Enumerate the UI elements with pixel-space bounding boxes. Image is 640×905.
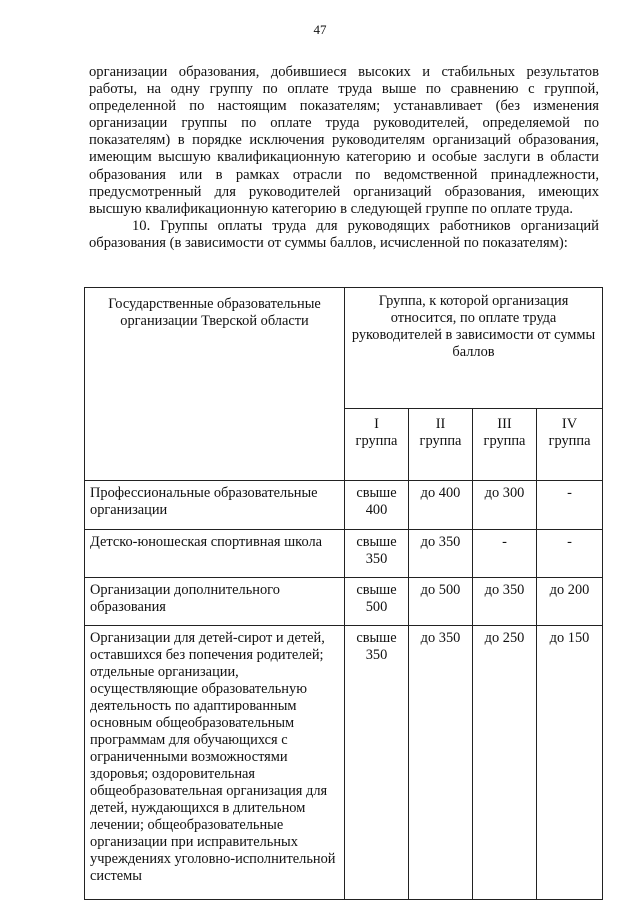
row-4-group-4: до 150 <box>537 626 603 900</box>
header-group: Группа, к которой организация относится, по оплате труда руководителей в зависимости от суммы баллов <box>345 288 603 409</box>
pay-groups-table <box>84 287 603 900</box>
row-2-name: Детско-юношеская спортивная школа <box>85 530 345 578</box>
body-text <box>89 64 599 252</box>
group-2-label: группа <box>419 432 462 449</box>
header-organizations: Государственные образовательные организации Тверской области <box>85 288 345 481</box>
group-3-numeral: III <box>497 415 512 432</box>
table-row <box>85 530 603 578</box>
table-row <box>85 481 603 530</box>
group-1-header <box>345 408 409 480</box>
row-3-group-4: до 200 <box>537 578 603 626</box>
row-3-group-1-b: 500 <box>365 599 388 615</box>
group-1-label: группа <box>355 432 398 449</box>
row-3-group-1-a: свыше <box>356 582 397 598</box>
row-4-group-1-b: 350 <box>365 647 388 663</box>
row-1-group-2: до 400 <box>409 481 473 530</box>
row-1-name: Профессиональные образовательные организации <box>85 481 345 530</box>
group-4-label: группа <box>548 432 591 449</box>
row-3-name: Организации дополнительного образования <box>85 578 345 626</box>
paragraph-item-10: 10. Группы оплаты труда для руководящих работников организаций образования (в зависимости от суммы баллов, исчисленной по показателям): <box>89 217 599 251</box>
row-4-group-3: до 250 <box>473 626 537 900</box>
row-3-group-3: до 350 <box>473 578 537 626</box>
row-2-group-4: - <box>537 530 603 578</box>
paragraph-continuation: организации образования, добившиеся высоких и стабильных результатов работы, на одну группу по оплате труда выше по сравнению с группой, определенной по настоящим показателям; устанавливает (без изменения организации группы по оплате труда руководителей, определяемой по показателям) в порядке исключения руководителям организаций образования, имеющим высшую квалификационную категорию и особые заслуги в области образования или в рамках отрасли по ведомственной принадлежности, предусмотренный для руководителей организаций образования, имеющих высшую квалификационную категорию в следующей группе по оплате труда. <box>89 64 599 217</box>
row-2-group-2: до 350 <box>409 530 473 578</box>
group-3-label: группа <box>483 432 526 449</box>
row-4-group-1 <box>345 626 409 900</box>
group-2-header <box>409 408 473 480</box>
group-4-numeral: IV <box>561 415 578 432</box>
table-header-row <box>85 288 603 409</box>
row-4-name: Организации для детей-сирот и детей, оставшихся без попечения родителей; отдельные организации, осуществляющие образовательную деятельность по адаптированным основным общеобразовательным программам для обучающихся с ограниченными возможностями здоровья; оздоровительная общеобразовательная организация для детей, нуждающихся в длительном лечении; общеобразовательные организации при исправительных учреждениях уголовно-исполнительной системы <box>85 626 345 900</box>
group-2-numeral: II <box>435 415 446 432</box>
row-2-group-1-a: свыше <box>356 534 397 550</box>
row-1-group-3: до 300 <box>473 481 537 530</box>
group-3-header <box>473 408 537 480</box>
row-1-group-1-a: свыше <box>356 485 397 501</box>
group-4-header <box>537 408 603 480</box>
table-row <box>85 578 603 626</box>
table-row <box>85 626 603 900</box>
row-1-group-1-b: 400 <box>365 502 388 518</box>
row-4-group-2: до 350 <box>409 626 473 900</box>
row-3-group-2: до 500 <box>409 578 473 626</box>
row-2-group-1 <box>345 530 409 578</box>
page-number: 47 <box>313 22 327 37</box>
row-1-group-1 <box>345 481 409 530</box>
group-1-numeral: I <box>374 415 379 432</box>
row-2-group-3: - <box>473 530 537 578</box>
row-2-group-1-b: 350 <box>365 551 388 567</box>
row-3-group-1 <box>345 578 409 626</box>
row-4-group-1-a: свыше <box>356 630 397 646</box>
row-1-group-4: - <box>537 481 603 530</box>
